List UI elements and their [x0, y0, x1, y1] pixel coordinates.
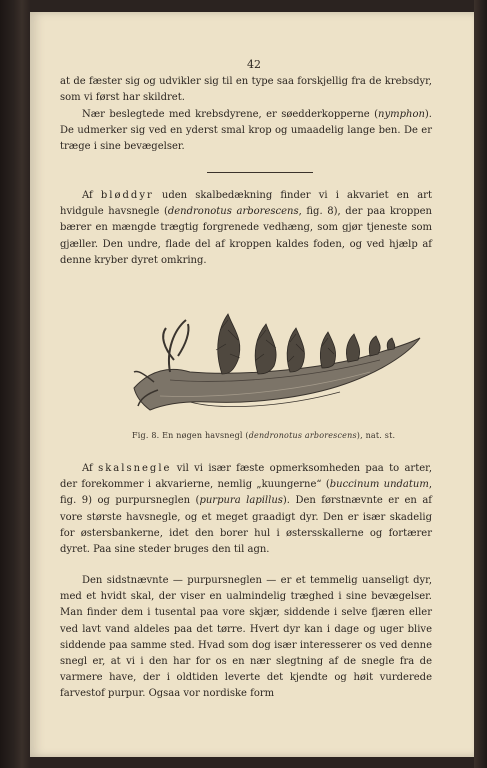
section-divider	[207, 172, 313, 173]
paragraph-4: Af skalsnegle vil vi især fæste opmerksomheden paa to arter, der forekommer i akvarierne, nemlig „kuungerne“ (buccinum undatum, fig. 9) og purpursneglen (purpura lapillus). Den førstnævnte er en af vore største havsnegle, og et meget graadigt dyr. Den er især skadelig for østersbankerne, idet den borer hul i østersskallerne og fortærer dyret. Paa sine steder bruges den til agn.	[60, 463, 433, 556]
page-number: 42	[247, 58, 261, 71]
book-spine	[474, 0, 487, 768]
paragraph-3: Af bløddyr uden skalbedækning finder vi i akvariet en art hvidgule havsnegle (dendronotus arborescens, fig. 8), der paa kroppen bærer en mængde trægtig forgrenede vedhæng, som gjør tjeneste som gjæller. Den undre, flade del af kroppen kaldes foden, og ved hjælp af denne kryber dyret omkring.	[60, 190, 432, 266]
paragraph-5: Den sidstnævnte — purpursneglen — er et temmelig uanseligt dyr, med et hvidt skal, der viser en ualmindelig træghed i sine bevægelser. Man finder dem i tusental paa vore skjær, siddende i selve fjæren eller ved lavt vand aldeles paa det tørre. Hvert dyr kan i dage og uger blive siddende paa samme sted. Hvad som dog især interesserer os ved denne snegl er, at vi i den har for os en nær slegtning af de snegle fra de varmere have, der i oldtiden leverte det kjendte og høit vurderede farvestof purpur. Ogsaa vor nordiske form	[60, 575, 432, 700]
paragraph-1: at de fæster sig og udvikler sig til en type saa forskjellig fra de krebsdyr, som vi først har skildret.	[60, 76, 432, 104]
sea-slug-illustration	[130, 300, 424, 422]
paragraph-2: Nær beslegtede med krebsdyrene, er søedderkopperne (nymphon). De udmerker sig ved en yderst smal krop og umaadelig lange ben. De er træge i sine bevægelser.	[60, 109, 432, 153]
figure-caption: Fig. 8. En nøgen havsnegl (dendronotus arborescens), nat. st.	[132, 431, 396, 440]
